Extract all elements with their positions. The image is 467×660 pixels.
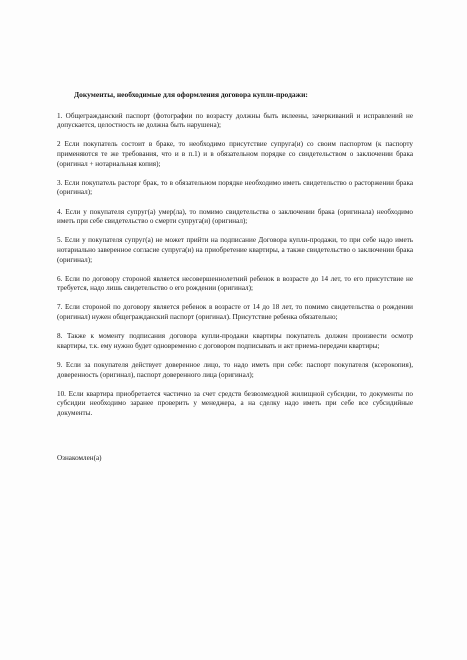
- list-item-8: 8. Также к моменту подписания договора купли-продажи квартиры покупатель должен произвести осмотр квартиры, т.к. ему нужно будет одновременно с договором подписывать и акт приема-передачи квартиры;: [57, 332, 413, 350]
- list-item-1: 1. Общегражданский паспорт (фотографии по возрасту должны быть вклеены, зачеркиваний и исправлений не допускается, целостность не должна быть нарушена);: [57, 111, 413, 130]
- list-item-5: 5. Если у покупателя супруг(а) не может прийти на подписание Договора купли-продажи, то при себе надо иметь нотариально заверенное согласие супруга(и) на приобретение квартиры, а также свидетельство о заключении брака (оригинал);: [57, 236, 413, 264]
- list-item-3: 3. Если покупатель расторг брак, то в обязательном порядке необходимо иметь свидетельство о расторжении брака (оригинал);: [57, 178, 413, 197]
- list-item-4: 4. Если у покупателя супруг(а) умер(ла), то помимо свидетельства о заключении брака (оригинала) необходимо иметь при себе свидетельство о смерти супруга(и) (оригинал);: [57, 207, 413, 226]
- acknowledgement-label: Ознакомлен(а): [57, 453, 102, 462]
- list-item-7: 7. Если стороной по договору является ребенок в возрасте от 14 до 18 лет, то помимо свидетельства о рождении (оригинал) нужен общегражданский паспорт (оригинал). Присутствие ребенка обязательно;: [57, 303, 413, 322]
- list-item-9: 9. Если за покупателя действует доверенное лицо, то надо иметь при себе: паспорт покупателя (ксерокопия), доверенность (оригинал), паспорт доверенного лица (оригинал);: [57, 361, 413, 379]
- list-item-10: 10. Если квартира приобретается частично за счет средств безвозмездной жилищной субсидии, то документы по субсидии необходимо заранее проверить у менеджера, а на сделку надо иметь при себе все субсидийные документы.: [57, 389, 413, 417]
- list-item-2: 2 Если покупатель состоит в браке, то необходимо присутствие супруга(и) со своим паспортом (к паспорту применяются те же требования, что и в п.1) и в обязательном порядке со свидетельством о заключении брака (оригинал + нотариальная копия);: [57, 140, 413, 168]
- document-body: [57, 90, 413, 463]
- document-title: Документы, необходимые для оформления договора купли-продажи:: [74, 90, 308, 99]
- list-item-6: 6. Если по договору стороной является несовершеннолетний ребенок в возрасте до 14 лет, то его присутствие не требуется, надо лишь свидетельство о его рождении (оригинал);: [57, 274, 413, 293]
